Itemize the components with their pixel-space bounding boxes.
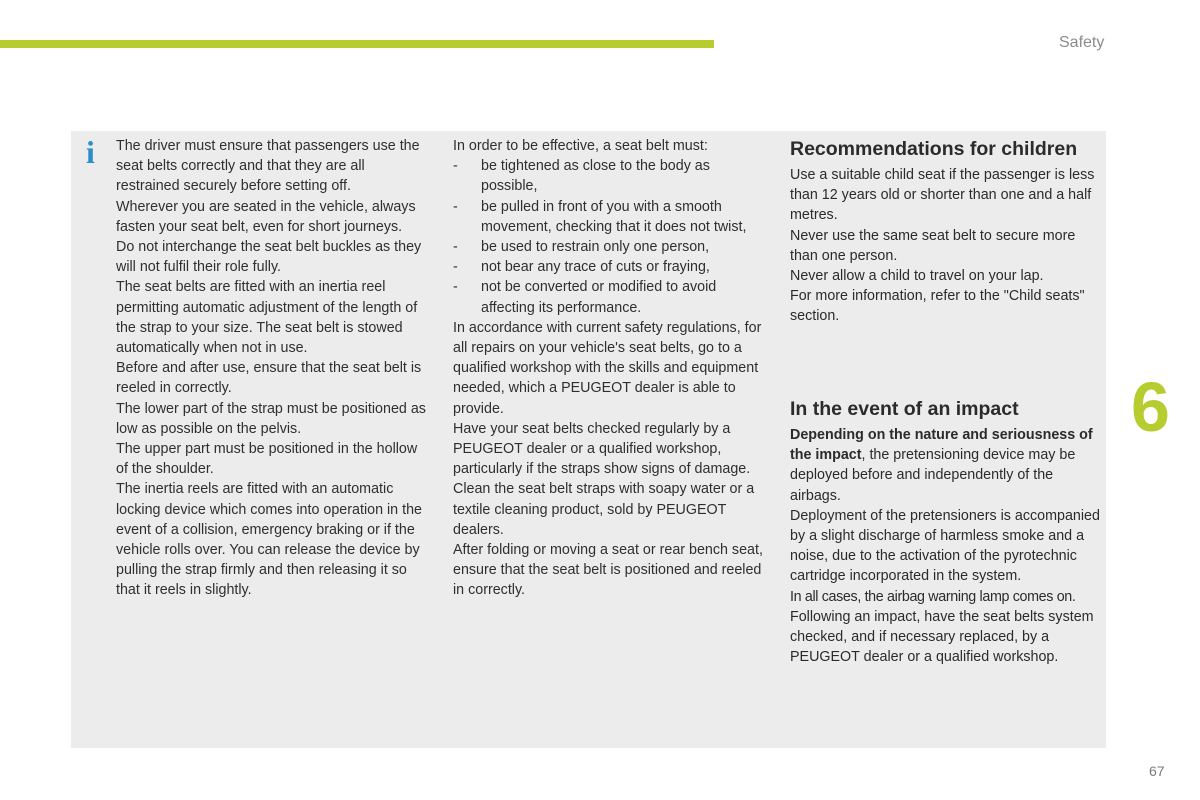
recommendation-paragraph: Never allow a child to travel on your lap. bbox=[790, 268, 1044, 285]
impact-heading: In the event of an impact bbox=[790, 398, 1019, 420]
info-paragraph: The seat belts are fitted with an inertia reel permitting automatic adjustment of the length of the strap to your size. The seat belt is stowed automatically when not in use. bbox=[116, 279, 418, 357]
list-item: - be tightened as close to the body as possible, bbox=[453, 156, 763, 196]
section-title: Safety bbox=[1059, 34, 1105, 51]
impact-lead-rest: , the pretensioning device may be deployed before and independently of the airbags. bbox=[790, 447, 1076, 504]
info-column bbox=[116, 136, 428, 601]
recommendation-paragraph: For more information, refer to the "Child seats" section. bbox=[790, 288, 1085, 325]
info-paragraph: The upper part must be positioned in the hollow of the shoulder. bbox=[116, 441, 418, 478]
requirements-intro: In order to be effective, a seat belt must: bbox=[453, 138, 708, 154]
impact-paragraph: Following an impact, have the seat belts system checked, and if necessary replaced, by a PEUGEOT dealer or a qualified workshop. bbox=[790, 608, 1094, 666]
impact-body bbox=[790, 425, 1102, 667]
list-item: - be used to restrain only one person, bbox=[453, 237, 763, 257]
impact-lead bbox=[790, 425, 1102, 506]
info-paragraph: Do not interchange the seat belt buckles as they will not fulfil their role fully. bbox=[116, 239, 422, 276]
chapter-number: 6 bbox=[1131, 368, 1170, 446]
list-item: - not bear any trace of cuts or fraying, bbox=[453, 257, 763, 277]
seat-belt-requirements-column bbox=[453, 136, 763, 601]
info-icon: i bbox=[86, 134, 95, 170]
info-paragraph: The inertia reels are fitted with an automatic locking device which comes into operation in the event of a collision, emergency braking or if the vehicle rolls over. You can release the device by pulling the strap firmly and then releasing it so that it reels in slightly. bbox=[116, 481, 422, 599]
maintenance-paragraph: In accordance with current safety regulations, for all repairs on your vehicle's seat belts, go to a qualified workshop with the skills and equipment needed, which a PEUGEOT dealer is able to provide. bbox=[453, 319, 762, 417]
impact-paragraph: In all cases, the airbag warning lamp comes on. bbox=[790, 588, 1076, 605]
maintenance-paragraph: Have your seat belts checked regularly by a PEUGEOT dealer or a qualified workshop, particularly if the straps show signs of damage. bbox=[453, 420, 751, 478]
page-number: 67 bbox=[1149, 763, 1165, 779]
impact-paragraph: Deployment of the pretensioners is accompanied by a slight discharge of harmless smoke and a noise, due to the activation of the pyrotechnic cartridge incorporated in the system. bbox=[790, 507, 1100, 585]
list-item: - not be converted or modified to avoid affecting its performance. bbox=[453, 277, 763, 317]
info-paragraph: Before and after use, ensure that the seat belt is reeled in correctly. bbox=[116, 360, 422, 397]
recommendations-heading: Recommendations for children bbox=[790, 138, 1078, 160]
list-item: - be pulled in front of you with a smooth movement, checking that it does not twist, bbox=[453, 197, 763, 237]
recommendation-paragraph: Never use the same seat belt to secure more than one person. bbox=[790, 227, 1076, 264]
header-accent-bar bbox=[0, 40, 714, 48]
maintenance-paragraph: Clean the seat belt straps with soapy water or a textile cleaning product, sold by PEUGEOT dealers. bbox=[453, 481, 755, 538]
recommendation-paragraph: Use a suitable child seat if the passenger is less than 12 years old or shorter than one and a half metres. bbox=[790, 167, 1095, 224]
impact-lead-bold: Depending on the nature and seriousness of the impact bbox=[790, 427, 1093, 464]
maintenance-paragraph: After folding or moving a seat or rear bench seat, ensure that the seat belt is positioned and reeled in correctly. bbox=[453, 542, 763, 599]
recommendations-body bbox=[790, 165, 1102, 327]
info-paragraph: The driver must ensure that passengers use the seat belts correctly and that they are all restrained securely before setting off. bbox=[116, 138, 420, 195]
info-paragraph: Wherever you are seated in the vehicle, always fasten your seat belt, even for short journeys. bbox=[116, 198, 416, 235]
info-paragraph: The lower part of the strap must be positioned as low as possible on the pelvis. bbox=[116, 400, 426, 437]
requirements-list bbox=[453, 156, 763, 318]
